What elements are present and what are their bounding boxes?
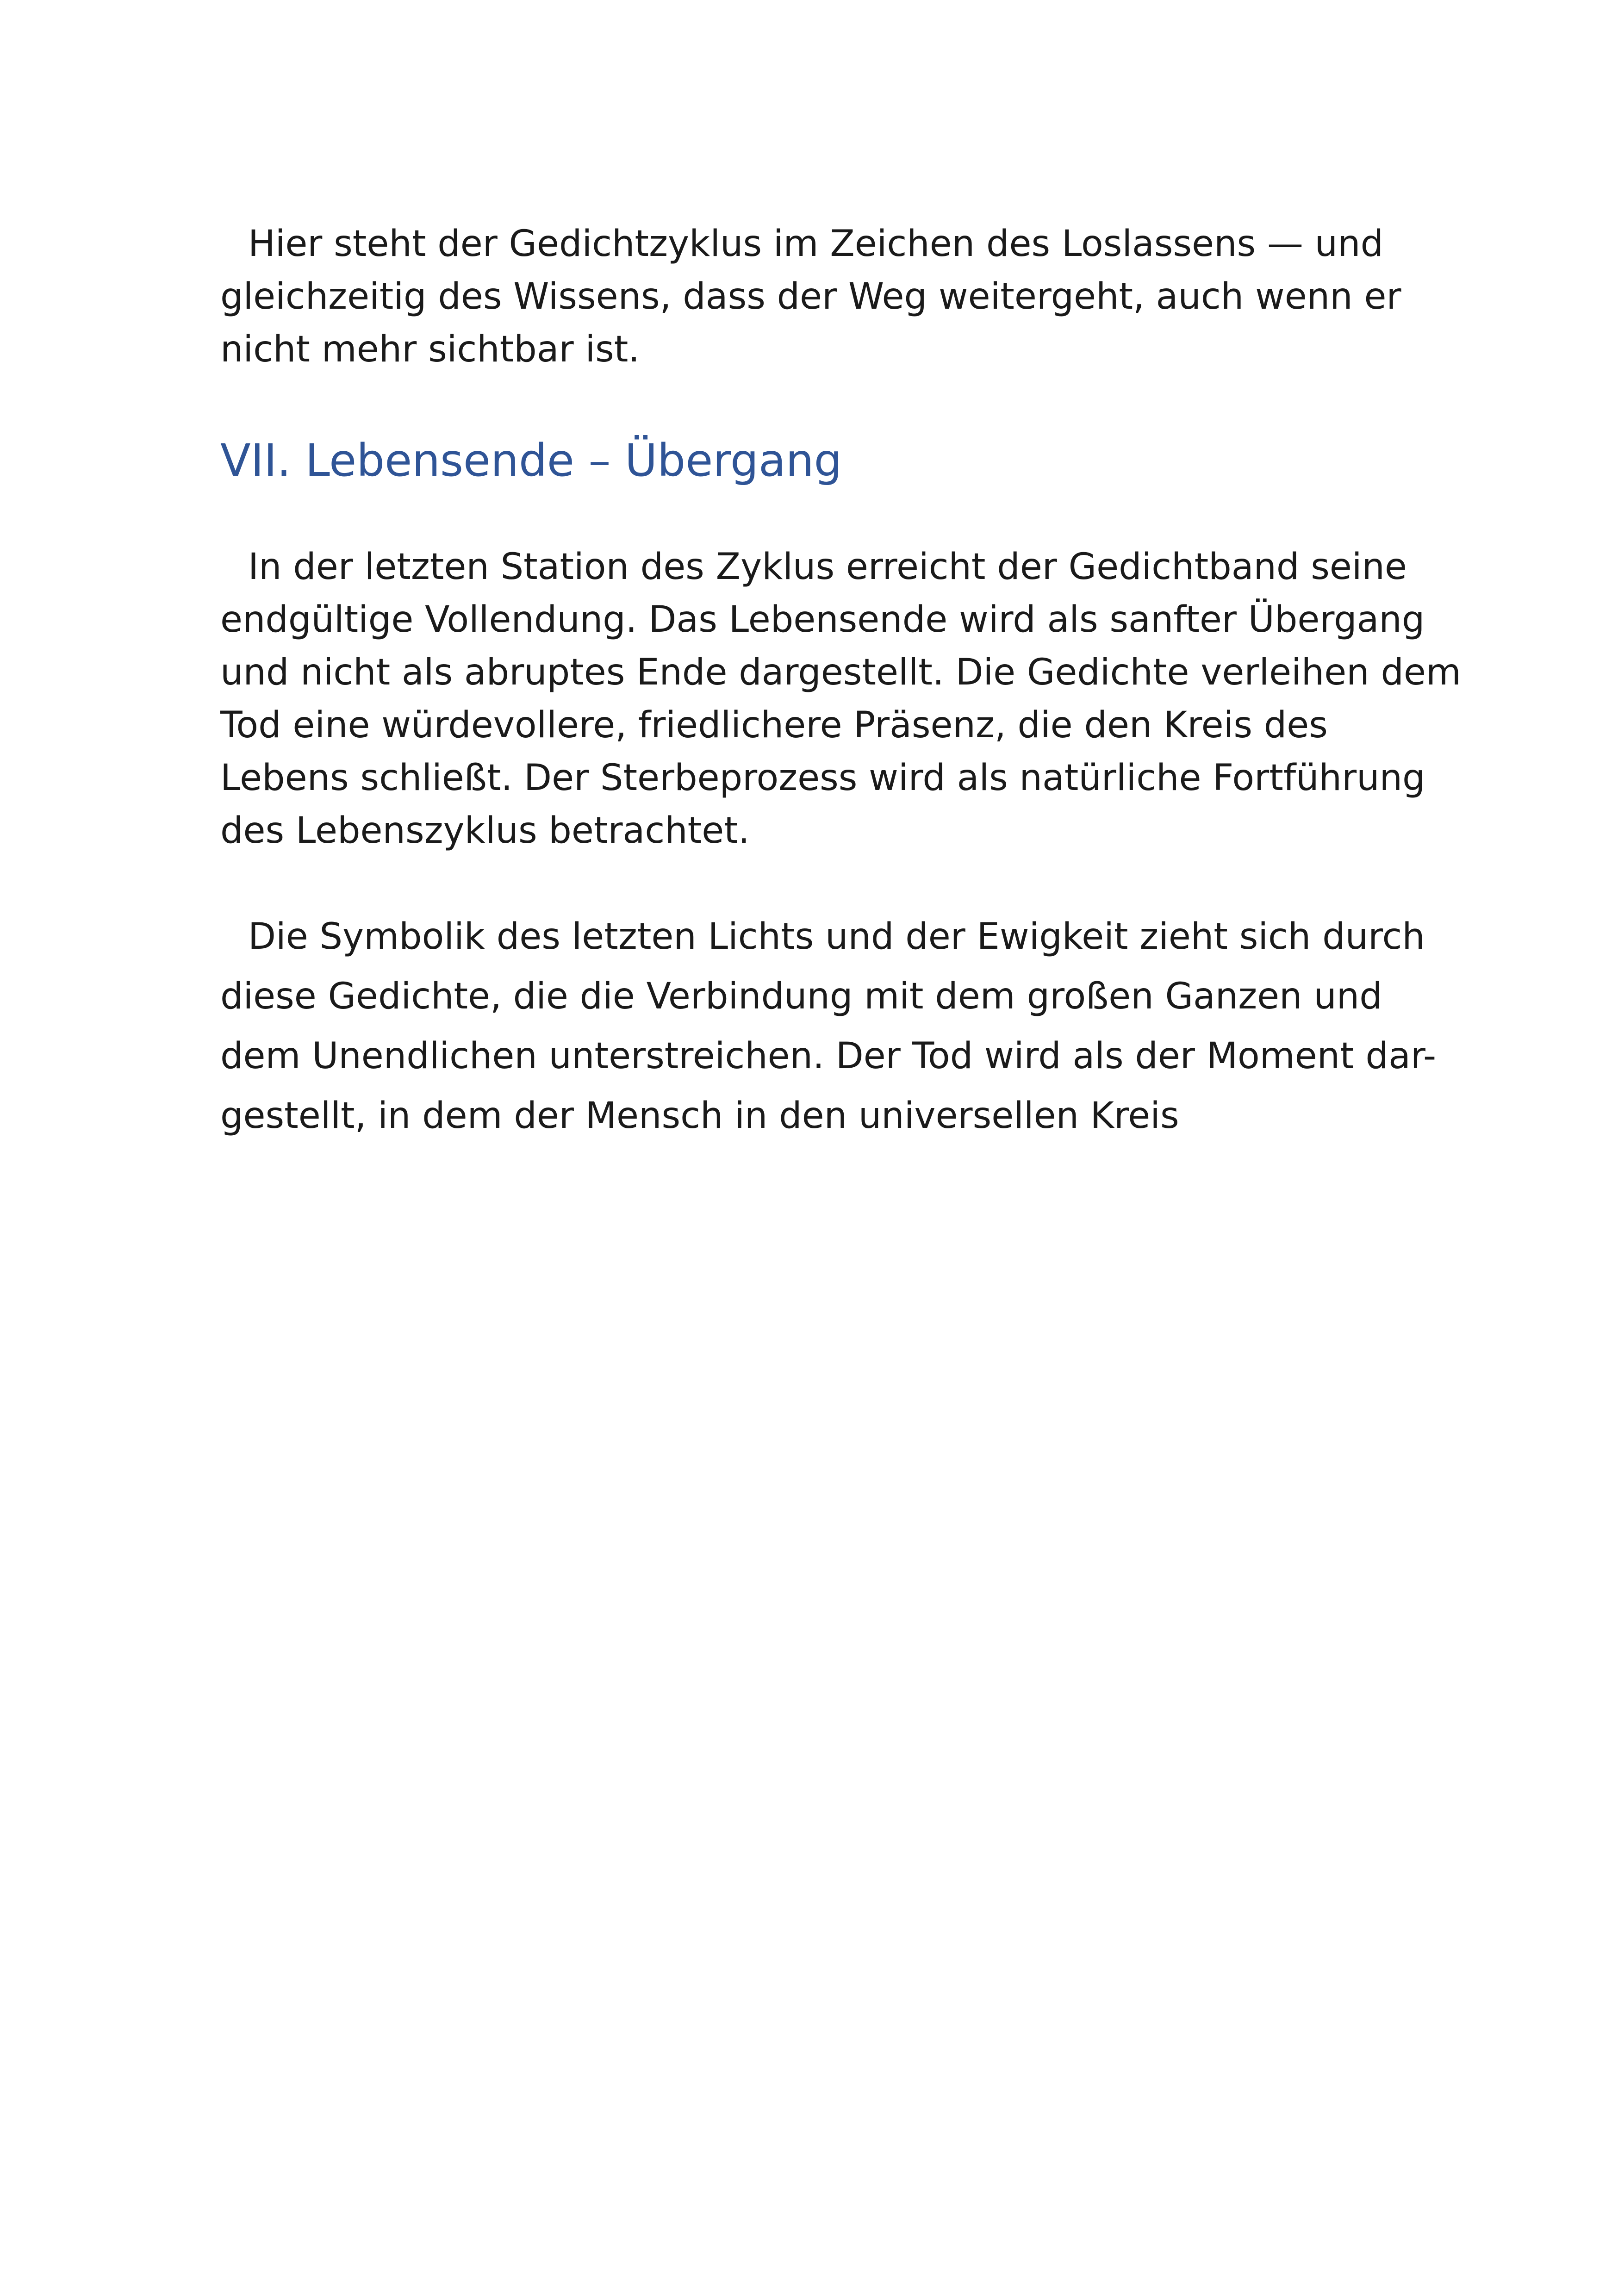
text-line: Lebens schließt. Der Sterbeprozess wird als natürliche Fortführung	[220, 757, 1425, 799]
text-line: Hier steht der Gedichtzyklus im Zeichen des Loslassens — und	[248, 223, 1384, 265]
text-line: endgültige Vollendung. Das Lebensende wird als sanfter Übergang	[220, 599, 1425, 641]
paragraph-spacer	[220, 857, 1414, 907]
text-line: gestellt, in dem der Mensch in den universellen Kreis	[220, 1095, 1179, 1137]
paragraph-loslassen	[220, 218, 1414, 376]
text-line: und nicht als abruptes Ende dargestellt. Die Gedichte verleihen dem	[220, 652, 1461, 693]
section-heading: VII. Lebensende – Übergang	[220, 435, 842, 486]
text-line: gleichzeitig des Wissens, dass der Weg weitergeht, auch wenn er	[220, 276, 1401, 317]
text-line: diese Gedichte, die die Verbindung mit dem großen Ganzen und	[220, 976, 1382, 1017]
text-line: In der letzten Station des Zyklus erreicht der Gedichtband seine	[248, 546, 1407, 588]
text-line: dem Unendlichen unterstreichen. Der Tod wird als der Moment dar-	[220, 1035, 1437, 1077]
paragraph-symbolik	[220, 907, 1437, 1146]
paragraph-lebensende	[220, 541, 1461, 857]
text-line: nicht mehr sichtbar ist.	[220, 329, 640, 370]
text-line: des Lebenszyklus betrachtet.	[220, 810, 750, 852]
document-body	[220, 218, 1461, 1146]
text-line: Die Symbolik des letzten Lichts und der Ewigkeit zieht sich durch	[248, 916, 1425, 958]
text-line: Tod eine würdevollere, friedlichere Präsenz, die den Kreis des	[220, 704, 1328, 746]
